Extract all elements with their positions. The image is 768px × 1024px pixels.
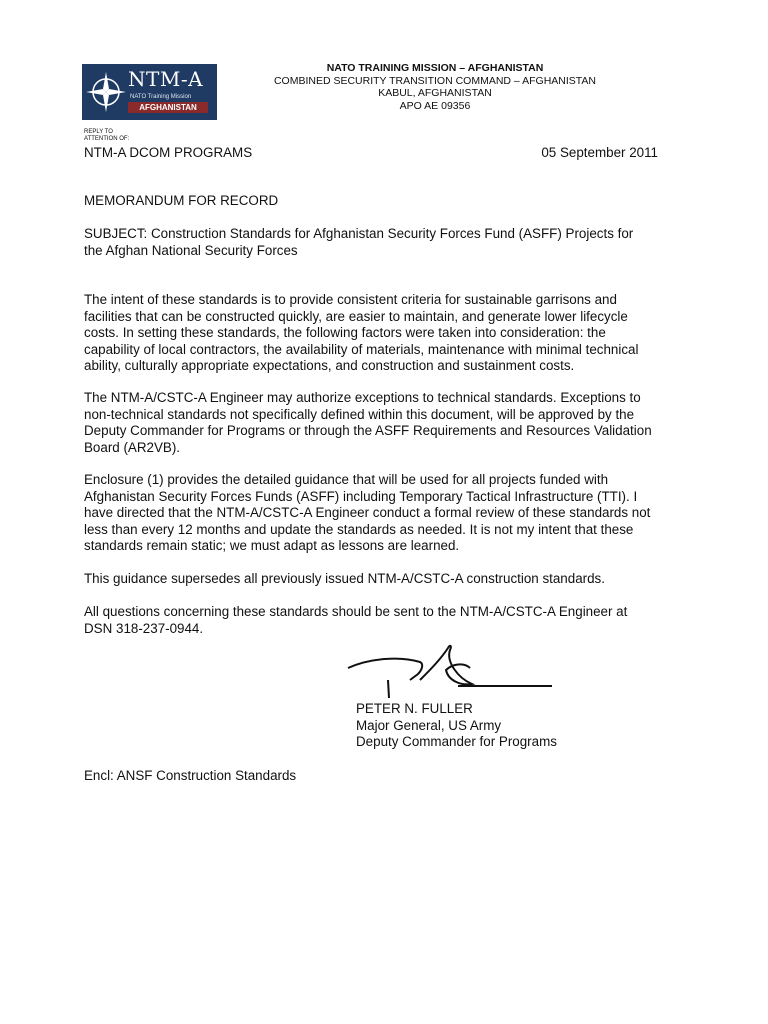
paragraph-line: Afghanistan Security Forces Funds (ASFF) including Temporary Tactical Infrastructure (TTI). I [84,488,638,504]
paragraph-line: facilities that can be constructed quickly, are easier to maintain, and generate lower lifecycle [84,308,628,324]
subject-line-1: SUBJECT: Construction Standards for Afghanistan Security Forces Fund (ASFF) Projects for [84,226,634,241]
handwritten-signature [340,640,560,698]
paragraph-line: Enclosure (1) provides the detailed guidance that will be used for all projects funded with [84,472,609,487]
memo-date: 05 September 2011 [541,145,658,160]
paragraph-exceptions [84,390,680,456]
paragraph-line: non-technical standards not specifically defined within this document, will be approved by the [84,406,635,422]
paragraph-line: standards remain static; we must adapt as lessons are learned. [84,538,460,553]
subject [84,226,680,259]
paragraph-line: ability, culturally appropriate expectations, and construction and sustainment costs. [84,358,575,373]
paragraph-line: The intent of these standards is to provide consistent criteria for sustainable garrisons and [84,292,617,307]
paragraph-questions [84,604,680,637]
reply-to-label-line-1: REPLY TO [84,129,113,135]
reply-to-label-line-2: ATTENTION OF: [84,136,130,142]
paragraph-line: All questions concerning these standards should be sent to the NTM-A/CSTC-A Engineer at [84,604,628,619]
reply-to-label [84,129,129,143]
signer-rank: Major General, US Army [356,717,502,733]
paragraph-line: The NTM-A/CSTC-A Engineer may authorize exceptions to technical standards. Exceptions to [84,390,641,405]
signer-title: Deputy Commander for Programs [356,734,557,749]
logo-name: NTM-A [128,67,204,91]
memo-title: MEMORANDUM FOR RECORD [84,193,279,208]
enclosure-line: Encl: ANSF Construction Standards [84,768,297,783]
paragraph-line: capability of local contractors, the availability of materials, maintenance with minimal technical [84,341,639,357]
signer-name: PETER N. FULLER [356,701,473,716]
office-symbol: NTM-A DCOM PROGRAMS [84,145,253,160]
letterhead-line-4: APO AE 09356 [399,99,471,112]
letterhead-line-3: KABUL, AFGHANISTAN [378,87,492,99]
paragraph-line: less than every 12 months and update the standards as needed. It is not my intent that these [84,521,634,537]
paragraph-line: have directed that the NTM-A/CSTC-A Engineer conduct a formal review of these standards not [84,505,651,520]
paragraph-supersedes [84,571,680,588]
subject-line-2: the Afghan National Security Forces [84,242,298,258]
paragraph-line: Deputy Commander for Programs or through the ASFF Requirements and Resources Validation [84,423,652,438]
logo-subtitle: NATO Training Mission [130,94,192,100]
paragraph-enclosure [84,472,680,555]
paragraph-line: Board (AR2VB). [84,439,181,455]
letterhead-line-2: COMBINED SECURITY TRANSITION COMMAND – AFGHANISTAN [273,74,597,87]
paragraph-line: costs. In setting these standards, the following factors were taken into consideration: the [84,325,606,340]
paragraph-intent [84,292,680,375]
logo-location: AFGHANISTAN [128,102,208,113]
letterhead-block [180,62,690,112]
signature-block [356,701,557,751]
paragraph-line: DSN 318-237-0944. [84,620,204,636]
paragraph-line: This guidance supersedes all previously issued NTM-A/CSTC-A construction standards. [84,571,605,586]
letterhead-line-1: NATO TRAINING MISSION – AFGHANISTAN [326,62,544,74]
compass-rose-icon [84,64,128,120]
